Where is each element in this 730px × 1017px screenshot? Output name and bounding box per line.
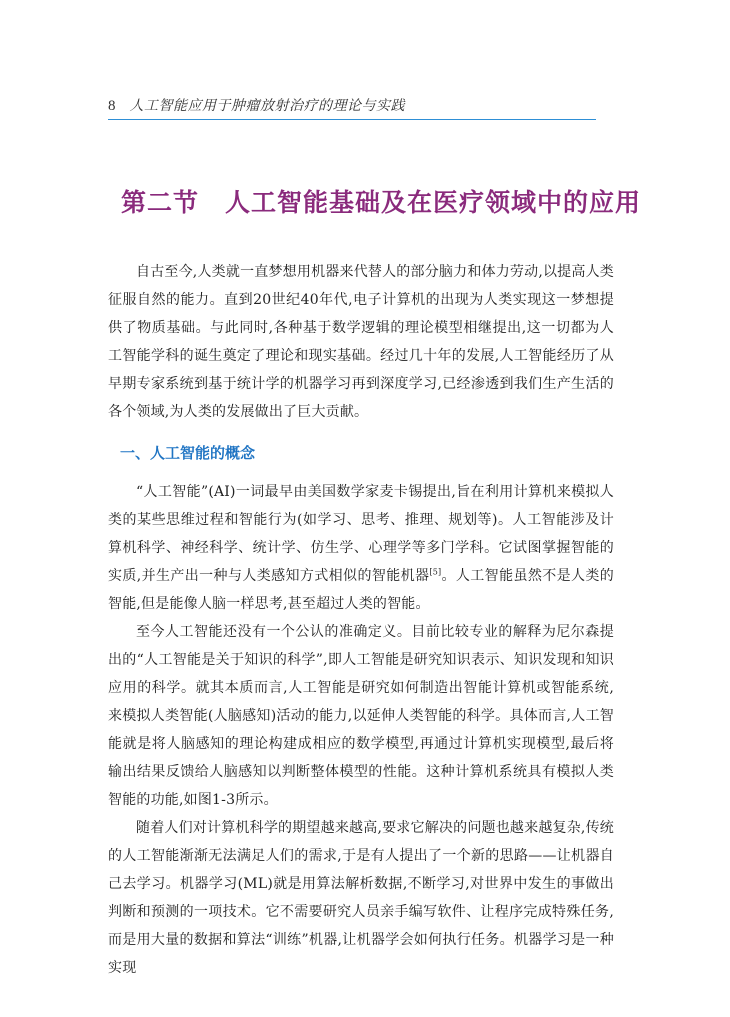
paragraph-text: 。人工智能虽然不是人类的智能,但是能像人脑一样思考,甚至超过人类的智能。 [108,568,614,612]
page-number: 8 [108,98,116,114]
subheading-ai-concept: 一、人工智能的概念 [120,444,256,462]
running-title: 人工智能应用于肿瘤放射治疗的理论与实践 [129,98,405,114]
body-text [108,258,614,982]
citation-ref[interactable]: [5] [429,567,442,577]
paragraph-ai-definition [108,478,614,618]
section-heading: 人工智能基础及在医疗领域中的应用 [225,188,642,217]
paragraph-text: “人工智能”(AI)一词最早由美国数学家麦卡锡提出,旨在利用计算机来模拟人类的某些思维过程和智能行为(如学习、思考、推理、规划等)。人工智能涉及计算机科学、神经科学、统计学、仿生学、心理学等多门学科。它试图掌握智能的实质,并生产出一种与人类感知方式相似的智能机器 [108,484,614,584]
section-number: 第二节 [121,188,200,217]
paragraph-intro: 自古至今,人类就一直梦想用机器来代替人的部分脑力和体力劳动,以提高人类征服自然的能力。直到20世纪40年代,电子计算机的出现为人类实现这一梦想提供了物质基础。与此同时,各种基于数学逻辑的理论模型相继提出,这一切都为人工智能学科的诞生奠定了理论和现实基础。经过几十年的发展,人工智能经历了从早期专家系统到基于统计学的机器学习再到深度学习,已经渗透到我们生产生活的各个领域,为人类的发展做出了巨大贡献。 [108,264,614,420]
section-title [121,183,642,219]
paragraph-machine-learning: 随着人们对计算机科学的期望越来越高,要求它解决的问题也越来越复杂,传统的人工智能渐渐无法满足人们的需求,于是有人提出了一个新的思路——让机器自己去学习。机器学习(ML)就是用算法解析数据,不断学习,对世界中发生的事做出判断和预测的一项技术。它不需要研究人员亲手编写软件、让程序完成特殊任务,而是用大量的数据和算法“训练”机器,让机器学会如何执行任务。机器学习是一种实现 [108,820,614,976]
page-header [108,93,596,120]
paragraph-ai-explanation: 至今人工智能还没有一个公认的准确定义。目前比较专业的解释为尼尔森提出的“人工智能是关于知识的科学”,即人工智能是研究知识表示、知识发现和知识应用的科学。就其本质而言,人工智能是研究如何制造出智能计算机或智能系统,来模拟人类智能(人脑感知)活动的能力,以延伸人类智能的科学。具体而言,人工智能就是将人脑感知的理论构建成相应的数学模型,再通过计算机实现模型,最后将输出结果反馈给人脑感知以判断整体模型的性能。这种计算机系统具有模拟人类智能的功能,如图1-3所示。 [108,624,614,808]
